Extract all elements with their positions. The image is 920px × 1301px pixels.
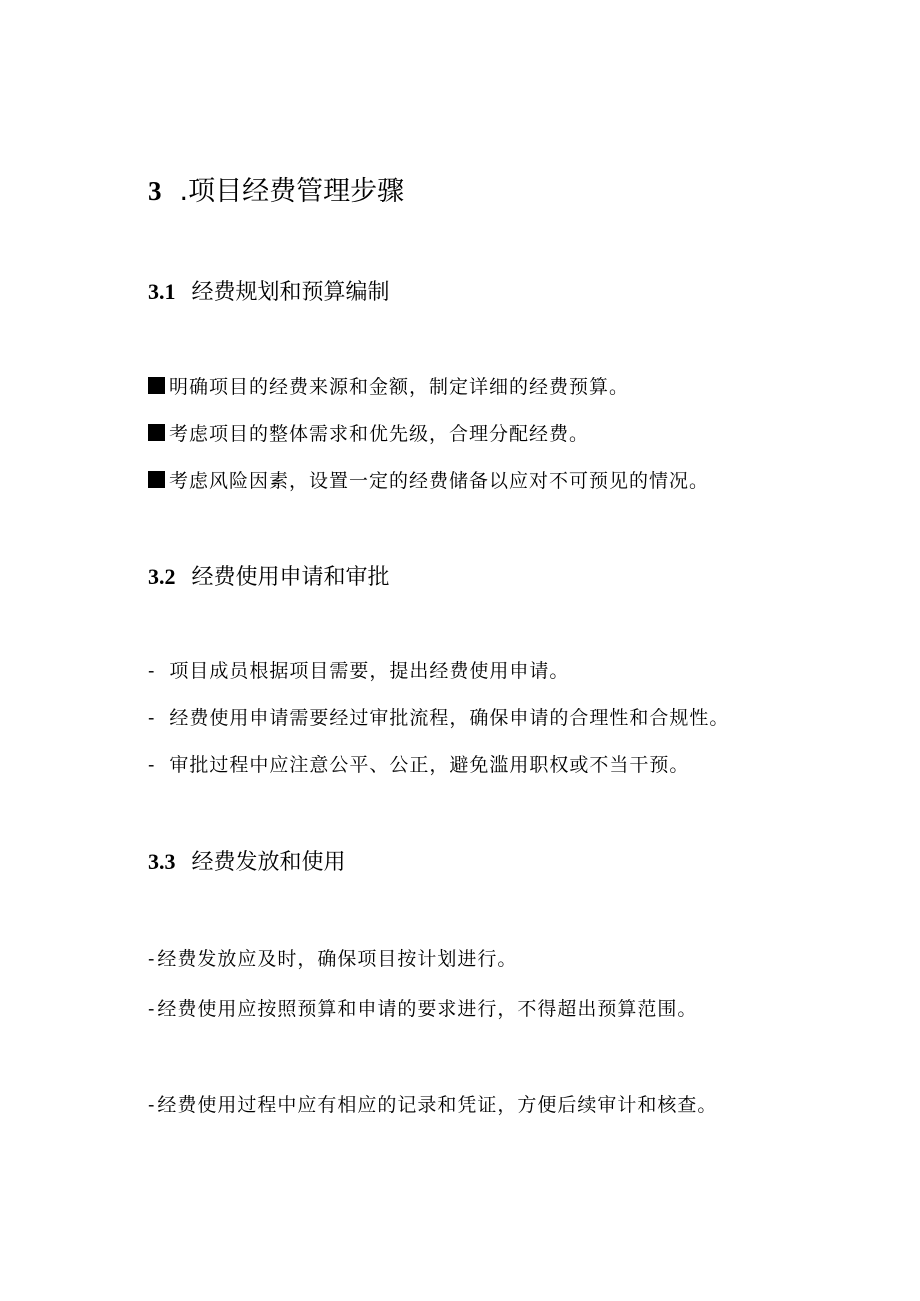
dash-bullet: - <box>148 948 156 970</box>
list-item: - 经费使用应按照预算和申请的要求进行，不得超出预算范围。 <box>148 998 698 1020</box>
chapter-title: .项目经费管理步骤 <box>179 176 405 207</box>
list-item: 考虑项目的整体需求和优先级，合理分配经费。 <box>148 424 589 444</box>
list-item: - 经费发放应及时，确保项目按计划进行。 <box>148 948 518 970</box>
list-item: 明确项目的经费来源和金额，制定详细的经费预算。 <box>148 377 629 397</box>
square-bullet-icon <box>148 471 165 488</box>
square-bullet-icon <box>148 424 165 441</box>
section-number: 3.1 <box>148 279 176 304</box>
dash-bullet: - <box>148 660 156 682</box>
list-item: 考虑风险因素，设置一定的经费储备以应对不可预见的情况。 <box>148 471 709 491</box>
section-heading-3-1 <box>148 281 390 304</box>
section-number: 3.2 <box>148 564 176 589</box>
section-number: 3.3 <box>148 849 176 874</box>
section-title: 经费发放和使用 <box>191 850 346 875</box>
square-bullet-icon <box>148 377 165 394</box>
chapter-heading <box>148 178 404 205</box>
dash-bullet: - <box>148 707 156 729</box>
section-heading-3-2 <box>148 566 390 589</box>
dash-bullet: - <box>148 1094 156 1116</box>
dash-bullet: - <box>148 754 156 776</box>
list-item: - 审批过程中应注意公平、公正，避免滥用职权或不当干预。 <box>148 754 690 776</box>
chapter-number: 3 <box>148 176 162 206</box>
list-item: - 项目成员根据项目需要，提出经费使用申请。 <box>148 660 570 682</box>
dash-bullet: - <box>148 998 156 1020</box>
list-item: - 经费使用过程中应有相应的记录和凭证，方便后续审计和核查。 <box>148 1094 718 1116</box>
section-heading-3-3 <box>148 851 346 874</box>
list-item: - 经费使用申请需要经过审批流程，确保申请的合理性和合规性。 <box>148 707 730 729</box>
section-title: 经费使用申请和审批 <box>191 565 390 590</box>
section-title: 经费规划和预算编制 <box>191 280 390 305</box>
